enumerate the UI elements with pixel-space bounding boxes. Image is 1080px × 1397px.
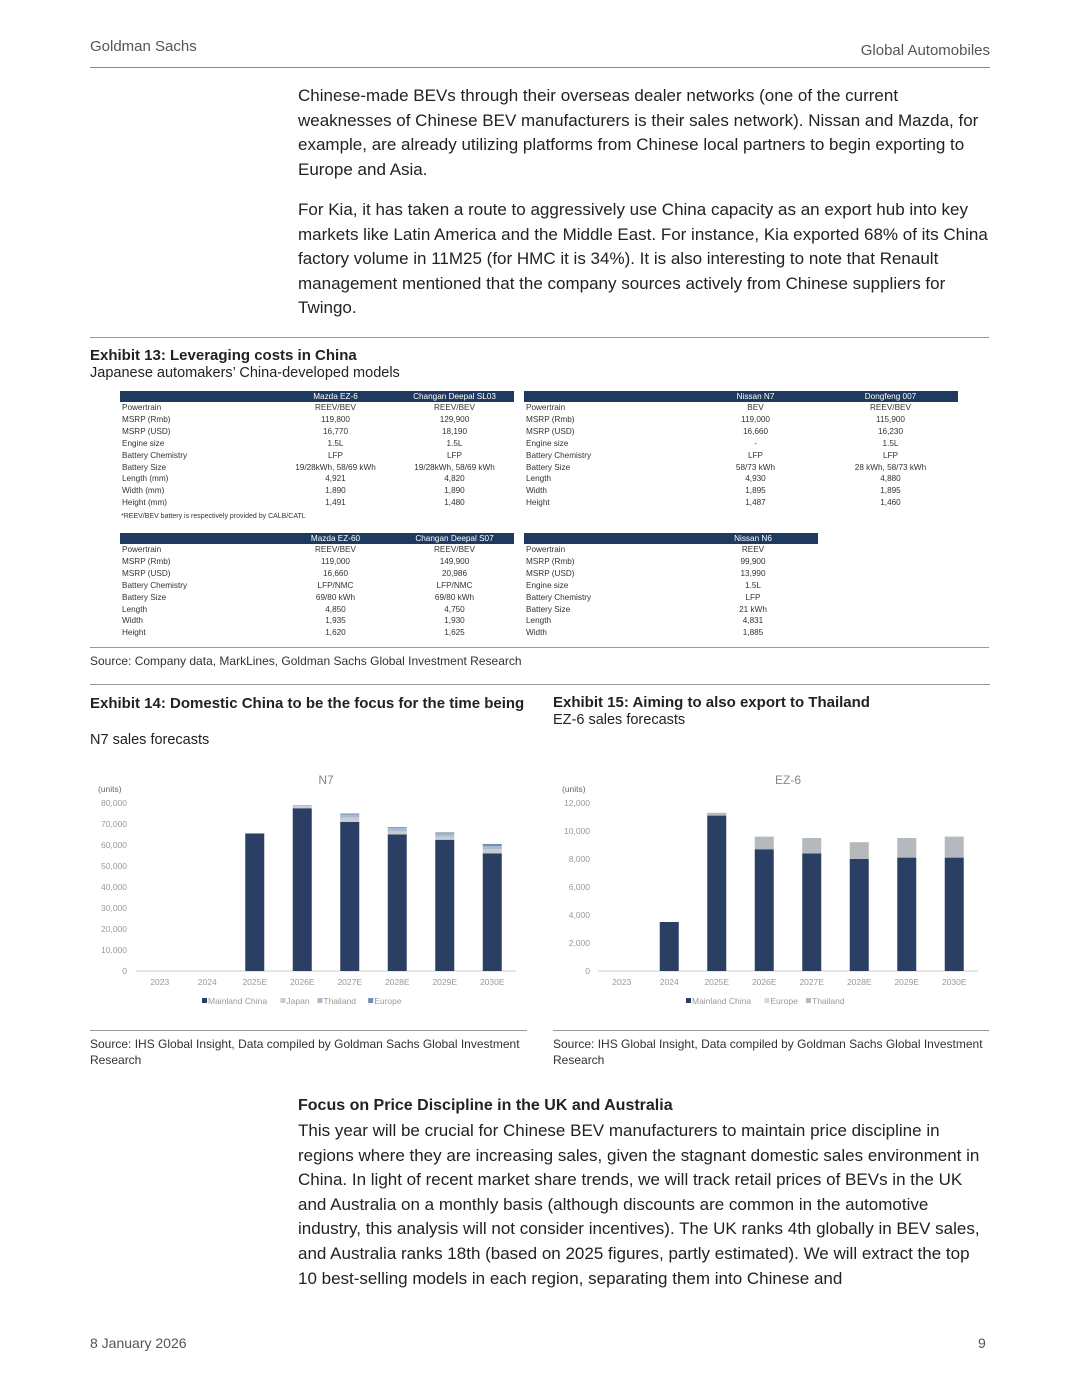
spec-value: 115,900 bbox=[876, 414, 905, 424]
spec-label: Battery Size bbox=[122, 462, 167, 472]
paragraph-1: Chinese-made BEVs through their overseas dealer networks (one of the current weaknesses of Chinese BEV manufacturers is their sales network). Nissan and Mazda, for example, are already utilizing platforms from Chinese local partners to begin exporting to Europe and Asia. bbox=[298, 86, 979, 179]
legend-swatch bbox=[280, 998, 285, 1003]
spec-value: 4,820 bbox=[444, 474, 465, 484]
spec-value: 4,921 bbox=[325, 474, 346, 484]
table-row bbox=[120, 462, 514, 474]
table-row bbox=[524, 556, 818, 568]
spec-label: Length bbox=[526, 474, 552, 484]
table-row bbox=[120, 627, 514, 639]
bar-segment bbox=[388, 828, 407, 831]
spec-value: REEV/BEV bbox=[434, 403, 475, 412]
x-tick-label: 2028E bbox=[846, 977, 872, 987]
y-tick-label: 50,000 bbox=[101, 861, 127, 871]
spec-value: 1,885 bbox=[742, 628, 764, 638]
spec-value: 119,000 bbox=[321, 556, 350, 566]
spec-value: 16,660 bbox=[322, 568, 349, 578]
y-tick-label: 4,000 bbox=[568, 910, 590, 920]
x-tick-label: 2023 bbox=[150, 977, 170, 987]
spec-label: Engine size bbox=[122, 438, 165, 448]
y-tick-label: 20,000 bbox=[101, 924, 127, 934]
bar-segment bbox=[707, 816, 726, 971]
bar-segment bbox=[707, 813, 726, 816]
spec-value: 19/28kWh, 58/69 kWh bbox=[295, 462, 376, 472]
bar-segment bbox=[850, 859, 869, 971]
table-header-blank bbox=[524, 391, 688, 402]
table-row bbox=[120, 580, 514, 592]
spec-value: LFP bbox=[446, 450, 463, 460]
y-tick-label: 0 bbox=[122, 966, 127, 976]
exhibit14-source: Source: IHS Global Insight, Data compiled by Goldman Sachs Global Investment Research bbox=[90, 1037, 520, 1067]
bar-segment bbox=[340, 818, 359, 822]
bar-segment bbox=[293, 805, 312, 806]
footer-date: 8 January 2026 bbox=[90, 1335, 187, 1351]
spec-value: 119,000 bbox=[741, 414, 770, 424]
section-paragraph: This year will be crucial for Chinese BEV manufacturers to maintain price discipline in regions where they are increasing sales, given the stagnant domestic sales environment in China. In light of recent market share trends, we will track retail prices of BEVs in the UK and Australia on a monthly basis (although discounts are common in the automotive industry, this analysis will not consider incentives). The UK ranks 4th globally in BEV sales, and Australia ranks 18th (based on 2025 figures, partly estimated). We will extract the top 10 best-selling models in each region, separating them into Chinese and bbox=[298, 1121, 980, 1288]
table-row bbox=[120, 402, 514, 414]
table-row bbox=[524, 568, 818, 580]
table-row bbox=[120, 450, 514, 462]
bar-segment bbox=[483, 853, 502, 971]
spec-label: Height bbox=[526, 498, 550, 508]
page-number: 9 bbox=[978, 1335, 986, 1351]
header-rule bbox=[90, 67, 990, 68]
legend-swatch bbox=[686, 998, 691, 1003]
table-row bbox=[120, 497, 514, 509]
spec-label: MSRP (Rmb) bbox=[122, 556, 171, 566]
y-tick-label: 2,000 bbox=[568, 938, 590, 948]
spec-label: Height bbox=[122, 628, 146, 638]
table-row bbox=[120, 544, 514, 556]
spec-value: 1,935 bbox=[325, 616, 346, 626]
spec-value: 119,800 bbox=[321, 414, 350, 424]
spec-value: 16,660 bbox=[742, 426, 769, 436]
bar-segment bbox=[802, 853, 821, 971]
x-tick-label: 2027E bbox=[799, 977, 825, 987]
spec-label: Battery Chemistry bbox=[526, 592, 592, 602]
bar-segment bbox=[802, 838, 821, 853]
header-brand: Goldman Sachs bbox=[90, 38, 197, 55]
n7-sales-chart bbox=[90, 765, 527, 1017]
table-header-blank bbox=[524, 533, 688, 544]
spec-value: 4,930 bbox=[745, 474, 766, 484]
table-row bbox=[524, 414, 958, 426]
x-tick-label: 2028E bbox=[384, 977, 410, 987]
table-row bbox=[120, 426, 514, 438]
table-row bbox=[524, 544, 818, 556]
x-tick-label: 2027E bbox=[337, 977, 363, 987]
x-tick-label: 2023 bbox=[612, 977, 632, 987]
spec-value: 69/80 kWh bbox=[315, 592, 356, 602]
bar-segment bbox=[897, 858, 916, 971]
table-row bbox=[524, 438, 958, 450]
spec-label: Powertrain bbox=[122, 545, 162, 554]
bar-segment bbox=[293, 808, 312, 971]
spec-value: 1.5L bbox=[882, 438, 899, 448]
spec-table-nissan-n7 bbox=[524, 391, 958, 509]
spec-value: 18,190 bbox=[441, 426, 468, 436]
spec-value: 1,890 bbox=[325, 486, 346, 496]
table-row bbox=[524, 627, 818, 639]
spec-value: REEV/BEV bbox=[315, 545, 356, 554]
bar-segment bbox=[483, 844, 502, 846]
legend-label: Europe bbox=[770, 996, 798, 1006]
table-row bbox=[120, 414, 514, 426]
legend-swatch bbox=[317, 998, 322, 1003]
table-row bbox=[524, 580, 818, 592]
bar-segment bbox=[435, 833, 454, 836]
spec-label: Battery Size bbox=[526, 462, 571, 472]
spec-value: 1,491 bbox=[325, 498, 346, 508]
spec-value: 4,880 bbox=[880, 474, 901, 484]
x-tick-label: 2024 bbox=[197, 977, 217, 987]
spec-value: LFP/NMC bbox=[317, 580, 354, 590]
x-tick-label: 2026E bbox=[751, 977, 777, 987]
table-row bbox=[120, 592, 514, 604]
spec-value: 13,990 bbox=[740, 568, 766, 578]
spec-label: Powertrain bbox=[122, 403, 162, 412]
y-tick-label: 0 bbox=[585, 966, 590, 976]
bar-segment bbox=[340, 814, 359, 815]
table-row bbox=[524, 450, 958, 462]
bar-segment bbox=[755, 837, 774, 850]
spec-value: LFP bbox=[327, 450, 344, 460]
x-tick-label: 2030E bbox=[479, 977, 505, 987]
table-row bbox=[120, 485, 514, 497]
spec-value: 1,487 bbox=[745, 498, 766, 508]
divider bbox=[90, 1030, 527, 1031]
x-tick-label: 2029E bbox=[432, 977, 458, 987]
bar-segment bbox=[850, 842, 869, 859]
spec-value: 1,890 bbox=[444, 486, 465, 496]
table-header-model: Nissan N7 bbox=[688, 391, 823, 402]
spec-label: Powertrain bbox=[526, 545, 566, 554]
spec-value: 4,750 bbox=[444, 604, 465, 614]
spec-value: 20,986 bbox=[441, 568, 468, 578]
exhibit15-title: Exhibit 15: Aiming to also export to Thailand bbox=[553, 694, 870, 711]
table-row bbox=[120, 568, 514, 580]
spec-value: LFP bbox=[745, 592, 761, 602]
table-row bbox=[120, 604, 514, 616]
spec-value: REEV/BEV bbox=[315, 403, 356, 412]
exhibit15-subtitle: EZ-6 sales forecasts bbox=[553, 712, 686, 728]
legend-swatch bbox=[368, 998, 373, 1003]
spec-label: MSRP (Rmb) bbox=[526, 414, 575, 424]
table-header-model: Nissan N6 bbox=[688, 533, 818, 544]
header-section: Global Automobiles bbox=[860, 42, 990, 59]
y-tick-label: 80,000 bbox=[101, 798, 127, 808]
bar-segment bbox=[388, 835, 407, 972]
table-row bbox=[524, 615, 818, 627]
ez6-sales-chart bbox=[553, 765, 990, 1017]
table-row bbox=[524, 402, 958, 414]
x-tick-label: 2029E bbox=[894, 977, 920, 987]
table-row bbox=[524, 497, 958, 509]
chart-title: EZ-6 bbox=[774, 773, 802, 787]
bar-segment bbox=[483, 846, 502, 849]
y-tick-label: 10,000 bbox=[101, 945, 127, 955]
table-header-model: Mazda EZ-6 bbox=[276, 391, 395, 402]
spec-value: 19/28kWh, 58/69 kWh bbox=[414, 462, 495, 472]
spec-label: Width bbox=[526, 628, 547, 638]
table-header-blank bbox=[120, 391, 276, 402]
table-row bbox=[524, 473, 958, 485]
spec-value: 4,831 bbox=[742, 616, 764, 626]
table-row bbox=[120, 438, 514, 450]
exhibit14-title: Exhibit 14: Domestic China to be the focus for the time being bbox=[90, 695, 525, 712]
bar-segment bbox=[483, 849, 502, 853]
spec-value: 4,850 bbox=[325, 604, 346, 614]
table-row bbox=[524, 426, 958, 438]
bar-segment bbox=[897, 838, 916, 858]
exhibit13-title: Exhibit 13: Leveraging costs in China bbox=[90, 347, 357, 364]
bar-segment bbox=[388, 831, 407, 834]
table-header-blank bbox=[120, 533, 276, 544]
spec-label: MSRP (USD) bbox=[122, 426, 171, 436]
spec-label: MSRP (USD) bbox=[122, 568, 171, 578]
spec-value: REEV bbox=[741, 545, 765, 554]
y-tick-label: 10,000 bbox=[564, 826, 590, 836]
table-row bbox=[524, 604, 818, 616]
spec-value: - bbox=[754, 438, 757, 448]
exhibit13-footnote: *REEV/BEV battery is respectively provided by CALB/CATL bbox=[121, 513, 306, 520]
spec-value: REEV/BEV bbox=[870, 403, 911, 412]
spec-value: 69/80 kWh bbox=[434, 592, 475, 602]
spec-value: 28 kWh, 58/73 kWh bbox=[854, 462, 927, 472]
spec-label: Width bbox=[122, 616, 143, 626]
spec-value: 16,770 bbox=[322, 426, 349, 436]
x-tick-label: 2025E bbox=[704, 977, 730, 987]
x-tick-label: 2026E bbox=[289, 977, 315, 987]
table-row bbox=[120, 556, 514, 568]
y-tick-label: 40,000 bbox=[101, 882, 127, 892]
spec-value: LFP/NMC bbox=[436, 580, 473, 590]
spec-label: Width (mm) bbox=[122, 486, 165, 496]
spec-label: Height (mm) bbox=[122, 498, 168, 508]
spec-label: Battery Size bbox=[526, 604, 571, 614]
bar-segment bbox=[340, 822, 359, 971]
spec-value: 58/73 kWh bbox=[735, 462, 776, 472]
bar-segment bbox=[388, 827, 407, 828]
table-row bbox=[120, 615, 514, 627]
spec-label: Length bbox=[122, 604, 148, 614]
legend-label: Japan bbox=[286, 996, 310, 1006]
x-tick-label: 2024 bbox=[659, 977, 679, 987]
spec-value: 99,900 bbox=[740, 556, 766, 566]
legend-label: Mainland China bbox=[692, 996, 752, 1006]
x-tick-label: 2030E bbox=[941, 977, 967, 987]
legend-label: Thailand bbox=[323, 996, 357, 1006]
table-header-model: Dongfeng 007 bbox=[823, 391, 958, 402]
spec-label: Length (mm) bbox=[122, 474, 169, 484]
spec-label: Powertrain bbox=[526, 403, 566, 412]
exhibit13-source: Source: Company data, MarkLines, Goldman Sachs Global Investment Research bbox=[90, 654, 522, 668]
bar-segment bbox=[245, 833, 264, 971]
legend-label: Europe bbox=[374, 996, 402, 1006]
y-axis-label: (units) bbox=[98, 784, 122, 794]
spec-table-mazda-ez60 bbox=[120, 533, 514, 639]
y-tick-label: 6,000 bbox=[568, 882, 590, 892]
spec-label: MSRP (Rmb) bbox=[526, 556, 575, 566]
spec-label: Battery Chemistry bbox=[122, 580, 188, 590]
table-row bbox=[524, 485, 958, 497]
spec-label: Width bbox=[526, 486, 547, 496]
divider bbox=[90, 647, 989, 648]
spec-value: 149,900 bbox=[439, 556, 470, 566]
y-tick-label: 8,000 bbox=[568, 854, 590, 864]
spec-label: Engine size bbox=[526, 438, 569, 448]
spec-value: 1.5L bbox=[745, 580, 761, 590]
spec-value: 21 kWh bbox=[739, 604, 767, 614]
y-tick-label: 70,000 bbox=[101, 819, 127, 829]
table-row bbox=[524, 592, 818, 604]
x-tick-label: 2025E bbox=[242, 977, 268, 987]
section-heading: Focus on Price Discipline in the UK and Australia bbox=[298, 1097, 673, 1114]
spec-label: MSRP (USD) bbox=[526, 426, 575, 436]
spec-label: Length bbox=[526, 616, 552, 626]
bar-segment bbox=[435, 837, 454, 840]
spec-value: 1,460 bbox=[880, 498, 901, 508]
spec-label: Battery Chemistry bbox=[122, 450, 188, 460]
legend-label: Mainland China bbox=[208, 996, 268, 1006]
spec-value: 1.5L bbox=[327, 438, 344, 448]
y-tick-label: 60,000 bbox=[101, 840, 127, 850]
spec-label: Battery Chemistry bbox=[526, 450, 592, 460]
bar-segment bbox=[945, 837, 964, 858]
divider bbox=[90, 684, 990, 685]
table-header-model: Changan Deepal S07 bbox=[395, 533, 514, 544]
spec-value: 1.5L bbox=[446, 438, 463, 448]
exhibit13-subtitle: Japanese automakers’ China-developed models bbox=[90, 365, 400, 381]
table-header-model: Mazda EZ-60 bbox=[276, 533, 395, 544]
bar-segment bbox=[755, 849, 774, 971]
y-tick-label: 30,000 bbox=[101, 903, 127, 913]
y-tick-label: 12,000 bbox=[564, 798, 590, 808]
bar-segment bbox=[293, 806, 312, 808]
bar-segment bbox=[435, 840, 454, 971]
spec-value: 1,480 bbox=[444, 498, 465, 508]
legend-swatch bbox=[806, 998, 811, 1003]
chart-title: N7 bbox=[318, 773, 334, 787]
bar-segment bbox=[945, 858, 964, 971]
spec-value: 1,625 bbox=[444, 628, 465, 638]
table-row bbox=[120, 473, 514, 485]
divider bbox=[90, 337, 989, 338]
spec-value: 129,900 bbox=[439, 414, 470, 424]
table-header-model: Changan Deepal SL03 bbox=[395, 391, 514, 402]
spec-value: LFP bbox=[747, 450, 764, 460]
spec-value: 1,895 bbox=[880, 486, 901, 496]
spec-label: Engine size bbox=[526, 580, 569, 590]
spec-value: 1,930 bbox=[444, 616, 465, 626]
legend-label: Thailand bbox=[812, 996, 845, 1006]
legend-swatch bbox=[764, 998, 769, 1003]
spec-value: LFP bbox=[882, 450, 899, 460]
paragraph-2: For Kia, it has taken a route to aggressively use China capacity as an export hub into key markets like Latin America and the Middle East. For instance, Kia exported 68% of its China factory volume in 11M25 (for HMC it is 34%). It is also interesting to note that Renault management mentioned that the company sources actively from Chinese suppliers for Twingo. bbox=[298, 200, 988, 318]
legend-swatch bbox=[202, 998, 207, 1003]
spec-table-nissan-n6 bbox=[524, 533, 818, 639]
bar-segment bbox=[435, 832, 454, 833]
y-axis-label: (units) bbox=[562, 784, 586, 794]
spec-value: 16,230 bbox=[877, 426, 904, 436]
spec-value: BEV bbox=[747, 403, 764, 412]
exhibit15-source: Source: IHS Global Insight, Data compiled by Goldman Sachs Global Investment Research bbox=[553, 1037, 983, 1067]
bar-segment bbox=[660, 922, 679, 971]
divider bbox=[553, 1030, 989, 1031]
spec-value: 1,620 bbox=[325, 628, 346, 638]
spec-label: MSRP (Rmb) bbox=[122, 414, 171, 424]
spec-label: Battery Size bbox=[122, 592, 167, 602]
spec-value: REEV/BEV bbox=[434, 545, 475, 554]
spec-value: 1,895 bbox=[745, 486, 766, 496]
spec-table-mazda-ez6 bbox=[120, 391, 514, 509]
exhibit14-subtitle: N7 sales forecasts bbox=[90, 732, 210, 748]
bar-segment bbox=[340, 815, 359, 818]
table-row bbox=[524, 462, 958, 474]
spec-label: MSRP (USD) bbox=[526, 568, 575, 578]
